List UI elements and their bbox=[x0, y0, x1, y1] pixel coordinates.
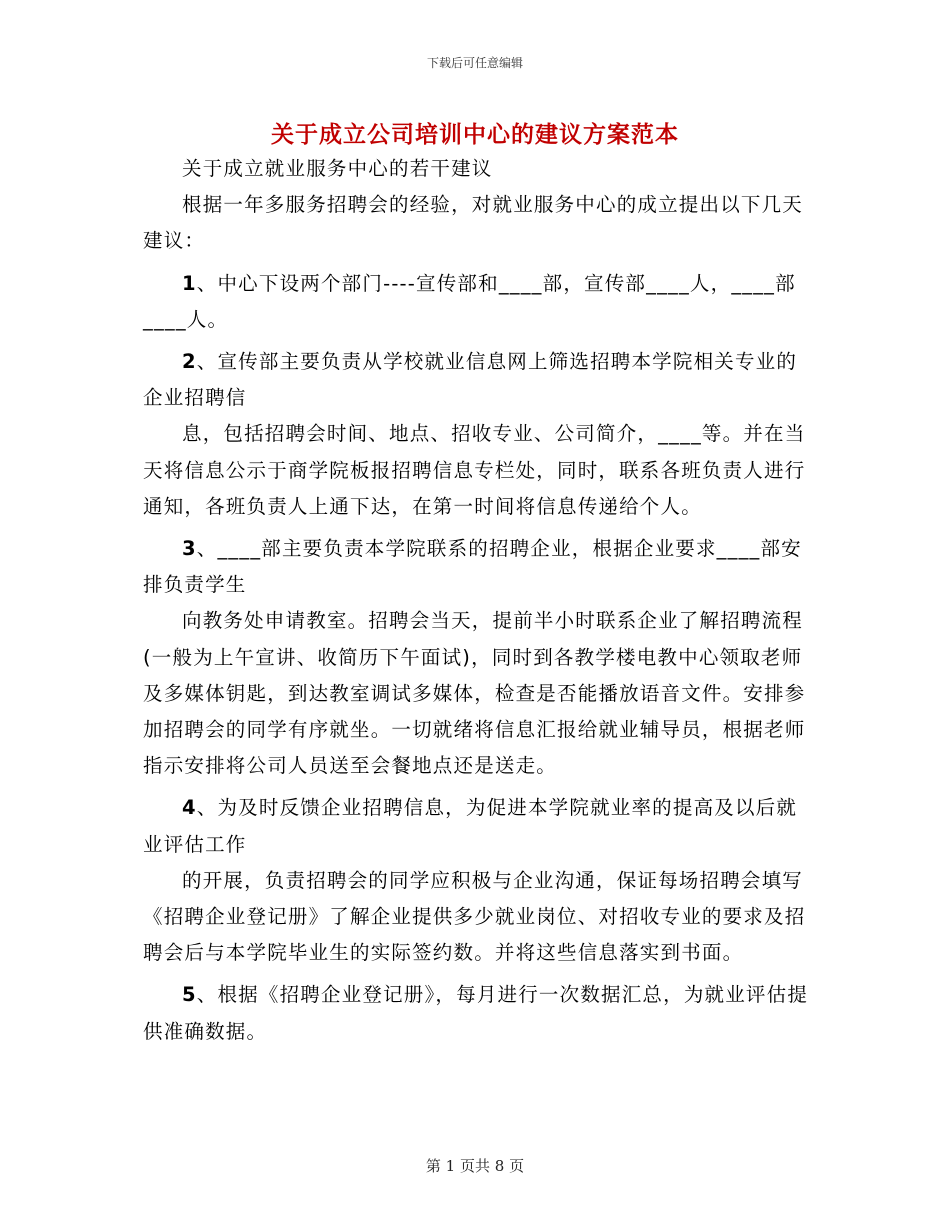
item-text: 、为及时反馈企业招聘信息，为促进本学院就业率的提高及以后就业评估工作 bbox=[143, 796, 798, 856]
page-header-note: 下载后可任意编辑 bbox=[426, 56, 523, 70]
paragraph-intro: 根据一年多服务招聘会的经验，对就业服务中心的成立提出以下几天建议： bbox=[143, 193, 804, 253]
item-text: 、____部主要负责本学院联系的招聘企业，根据企业要求____部安排负责学生 bbox=[143, 537, 802, 597]
paragraph-item-3-continued: 向教务处申请教室。招聘会当天，提前半小时联系企业了解招聘流程(一般为上午宣讲、收简历下午面试)，同时到各教学楼电教中心领取老师及多媒体钥匙，到达教室调试多媒体，检查是否能播放语音文件。安排参加招聘会的同学有序就坐。一切就绪将信息汇报给就业辅导员，根据老师指示安排将公司人员送至会餐地点还是送走。 bbox=[143, 609, 806, 778]
item-number: 1 bbox=[182, 271, 197, 295]
item-number: 2 bbox=[182, 350, 197, 374]
item-number: 3 bbox=[182, 537, 197, 561]
paragraph-item-5 bbox=[143, 977, 811, 1049]
document-body bbox=[143, 151, 811, 1050]
paragraph-item-4-continued: 的开展，负责招聘会的同学应积极与企业沟通，保证每场招聘会填写《招聘企业登记册》了解企业提供多少就业岗位、对招收专业的要求及招聘会后与本学院毕业生的实际签约数。并将这些信息落实到书面。 bbox=[143, 868, 806, 965]
paragraph-item-3 bbox=[143, 531, 811, 603]
page-footer: 第 1 页共 8 页 bbox=[425, 1157, 525, 1175]
paragraph-item-2 bbox=[143, 344, 811, 416]
item-number: 5 bbox=[182, 983, 197, 1007]
paragraph-item-1 bbox=[143, 266, 811, 338]
item-number: 4 bbox=[182, 796, 197, 820]
paragraph-item-2-continued: 息，包括招聘会时间、地点、招收专业、公司简介，____等。并在当天将信息公示于商学院板报招聘信息专栏处，同时，联系各班负责人进行通知，各班负责人上通下达，在第一时间将信息传递给个人。 bbox=[143, 422, 806, 518]
paragraph-subtitle: 关于成立就业服务中心的若干建议 bbox=[182, 157, 493, 180]
document-title: 关于成立公司培训中心的建议方案范本 bbox=[271, 122, 679, 148]
item-text: 、中心下设两个部门----宣传部和____部，宣传部____人，____部____人。 bbox=[143, 271, 796, 331]
paragraph-item-4 bbox=[143, 790, 811, 862]
item-text: 、宣传部主要负责从学校就业信息网上筛选招聘本学院相关专业的企业招聘信 bbox=[143, 350, 798, 410]
item-text: 、根据《招聘企业登记册》，每月进行一次数据汇总，为就业评估提供准确数据。 bbox=[143, 983, 809, 1043]
